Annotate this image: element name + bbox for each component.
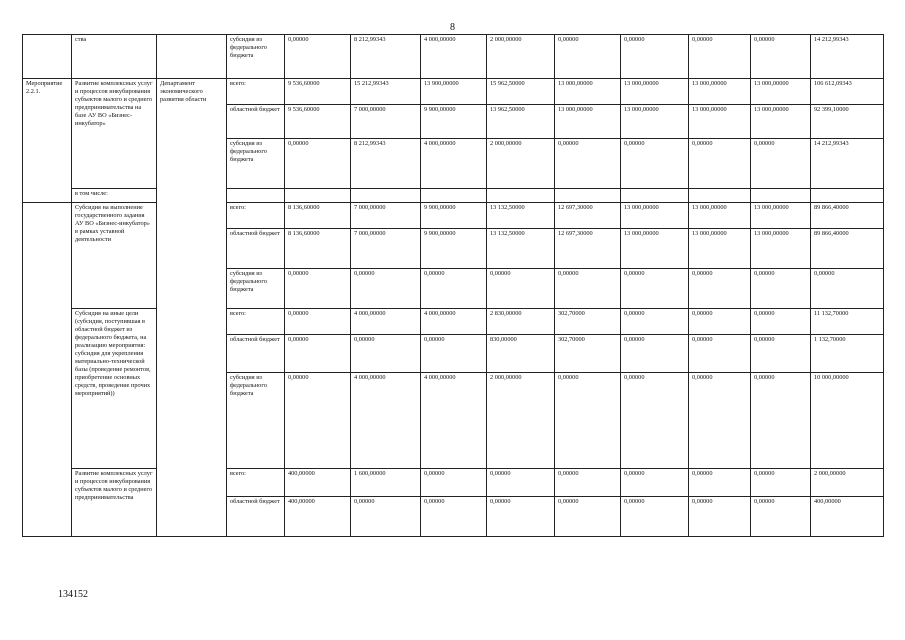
cell-value: 4 000,00000 (421, 35, 487, 79)
cell-total: 92 399,10000 (811, 105, 884, 139)
cell-value: 0,00000 (751, 497, 811, 537)
cell-total: 11 132,70000 (811, 309, 884, 335)
cell-activity (23, 203, 72, 537)
cell-value: 0,00000 (555, 35, 621, 79)
cell-value: 0,00000 (751, 139, 811, 189)
cell-name: Субсидия на иные цели (субсидия, поступившая в областной бюджет из федерального бюджета, на реализацию мероприятия: субсидия для укрепления материально-технической базы (проведение ремонтов, приобретение основных средств, проведение прочих мероприятий)) (72, 309, 157, 469)
cell-value (487, 189, 555, 203)
cell-value: 0,00000 (621, 497, 689, 537)
cell-value: 13 000,00000 (621, 105, 689, 139)
cell-value (751, 189, 811, 203)
cell-total: 14 212,99343 (811, 35, 884, 79)
cell-value: 0,00000 (751, 373, 811, 469)
cell-value: 13 000,00000 (689, 203, 751, 229)
cell-value: 0,00000 (689, 309, 751, 335)
cell-value: 2 000,00000 (487, 373, 555, 469)
cell-value: 15 962,50000 (487, 79, 555, 105)
cell-value (621, 189, 689, 203)
cell-value: 830,00000 (487, 335, 555, 373)
cell-value: 13 000,00000 (621, 79, 689, 105)
cell-executor (157, 35, 227, 79)
cell-value: 0,00000 (751, 335, 811, 373)
cell-value: 0,00000 (751, 269, 811, 309)
cell-executor: Департамент экономического развития области (157, 79, 227, 537)
cell-source: областной бюджет (227, 497, 285, 537)
cell-value: 7 000,00000 (351, 203, 421, 229)
cell-total: 89 866,40000 (811, 203, 884, 229)
cell-value: 0,00000 (487, 269, 555, 309)
cell-value: 8 136,60000 (285, 203, 351, 229)
cell-value: 0,00000 (285, 309, 351, 335)
cell-value: 2 000,00000 (487, 35, 555, 79)
cell-value: 0,00000 (621, 309, 689, 335)
cell-total: 1 132,70000 (811, 335, 884, 373)
cell-source: областной бюджет (227, 229, 285, 269)
table-row (23, 469, 884, 497)
cell-value: 0,00000 (555, 139, 621, 189)
cell-source: областной бюджет (227, 335, 285, 373)
cell-value: 0,00000 (421, 335, 487, 373)
cell-value: 0,00000 (285, 139, 351, 189)
cell-value: 9 536,60000 (285, 79, 351, 105)
cell-value: 0,00000 (555, 497, 621, 537)
cell-activity (23, 35, 72, 79)
cell-value: 4 000,00000 (351, 373, 421, 469)
cell-value: 8 212,99343 (351, 35, 421, 79)
budget-table (22, 34, 884, 537)
cell-name: Субсидия на выполнение государственного задания АУ ВО «Бизнес-инкубатор» в рамках уставной деятельности (72, 203, 157, 309)
cell-value: 0,00000 (555, 269, 621, 309)
cell-value: 0,00000 (751, 309, 811, 335)
cell-name: ства (72, 35, 157, 79)
cell-value: 0,00000 (621, 373, 689, 469)
cell-value: 13 132,50000 (487, 229, 555, 269)
cell-value: 0,00000 (285, 35, 351, 79)
cell-value: 9 900,00000 (421, 203, 487, 229)
cell-total (811, 189, 884, 203)
cell-total: 400,00000 (811, 497, 884, 537)
cell-value (421, 189, 487, 203)
cell-source: всего: (227, 203, 285, 229)
cell-value (555, 189, 621, 203)
cell-value: 0,00000 (487, 497, 555, 537)
cell-value: 0,00000 (689, 497, 751, 537)
cell-value: 0,00000 (555, 373, 621, 469)
cell-value: 1 600,00000 (351, 469, 421, 497)
cell-activity: Мероприятие 2.2.1. (23, 79, 72, 203)
cell-value: 0,00000 (351, 335, 421, 373)
cell-value: 0,00000 (421, 497, 487, 537)
cell-value: 13 000,00000 (751, 105, 811, 139)
cell-value (285, 189, 351, 203)
cell-value: 12 697,30000 (555, 203, 621, 229)
cell-source: всего: (227, 309, 285, 335)
cell-value: 0,00000 (487, 469, 555, 497)
cell-value: 0,00000 (621, 335, 689, 373)
cell-name: Развитие комплексных услуг и процессов инкубирования субъектов малого и среднего предпринимательства на базе АУ ВО «Бизнес-инкубатор» (72, 79, 157, 189)
cell-source: областной бюджет (227, 105, 285, 139)
cell-value: 13 900,00000 (421, 79, 487, 105)
cell-value: 0,00000 (689, 373, 751, 469)
cell-value: 13 132,50000 (487, 203, 555, 229)
table-row (23, 189, 884, 203)
cell-total: 2 000,00000 (811, 469, 884, 497)
cell-value: 2 000,00000 (487, 139, 555, 189)
cell-value: 13 000,00000 (555, 105, 621, 139)
cell-value: 0,00000 (689, 469, 751, 497)
cell-value: 7 000,00000 (351, 105, 421, 139)
cell-value: 0,00000 (689, 269, 751, 309)
cell-value: 9 536,60000 (285, 105, 351, 139)
cell-value: 0,00000 (555, 469, 621, 497)
cell-value: 0,00000 (285, 335, 351, 373)
cell-value: 7 000,00000 (351, 229, 421, 269)
cell-total: 106 612,09343 (811, 79, 884, 105)
cell-name: в том числе: (72, 189, 157, 203)
page-number: 8 (450, 22, 455, 33)
cell-value: 302,70000 (555, 309, 621, 335)
cell-total: 0,00000 (811, 269, 884, 309)
cell-value (351, 189, 421, 203)
cell-value: 400,00000 (285, 469, 351, 497)
cell-value: 13 000,00000 (555, 79, 621, 105)
cell-value: 0,00000 (421, 269, 487, 309)
cell-value: 4 000,00000 (421, 139, 487, 189)
cell-value: 0,00000 (621, 139, 689, 189)
cell-value: 0,00000 (689, 35, 751, 79)
cell-value: 0,00000 (689, 139, 751, 189)
cell-value (689, 189, 751, 203)
cell-value: 0,00000 (751, 35, 811, 79)
cell-value: 8 212,99343 (351, 139, 421, 189)
cell-source (227, 189, 285, 203)
cell-value: 13 962,50000 (487, 105, 555, 139)
cell-value: 13 000,00000 (621, 203, 689, 229)
cell-value: 4 000,00000 (421, 309, 487, 335)
cell-value: 0,00000 (285, 269, 351, 309)
cell-value: 9 900,00000 (421, 229, 487, 269)
cell-value: 0,00000 (351, 269, 421, 309)
cell-value: 9 900,00000 (421, 105, 487, 139)
cell-value: 302,70000 (555, 335, 621, 373)
cell-value: 0,00000 (351, 497, 421, 537)
table-row (23, 309, 884, 335)
cell-value: 0,00000 (621, 469, 689, 497)
document-code: 134152 (58, 589, 88, 600)
table-row (23, 35, 884, 79)
table-row (23, 203, 884, 229)
cell-value: 13 000,00000 (689, 229, 751, 269)
cell-value: 0,00000 (421, 469, 487, 497)
cell-value: 12 697,30000 (555, 229, 621, 269)
cell-source: всего: (227, 469, 285, 497)
cell-value: 13 000,00000 (689, 105, 751, 139)
cell-total: 14 212,99343 (811, 139, 884, 189)
cell-value: 13 000,00000 (751, 203, 811, 229)
cell-source: субсидия из федерального бюджета (227, 269, 285, 309)
cell-value: 0,00000 (621, 269, 689, 309)
cell-value: 400,00000 (285, 497, 351, 537)
cell-source: субсидия из федерального бюджета (227, 139, 285, 189)
cell-value: 0,00000 (285, 373, 351, 469)
cell-name: Развитие комплексных услуг и процессов инкубирования субъектов малого и среднего предпринимательства (72, 469, 157, 537)
cell-value: 0,00000 (751, 469, 811, 497)
table-row (23, 79, 884, 105)
cell-value: 4 000,00000 (421, 373, 487, 469)
cell-source: субсидия из федерального бюджета (227, 373, 285, 469)
cell-value: 4 000,00000 (351, 309, 421, 335)
cell-value: 13 000,00000 (751, 79, 811, 105)
cell-total: 89 866,40000 (811, 229, 884, 269)
cell-value: 13 000,00000 (751, 229, 811, 269)
cell-source: всего: (227, 79, 285, 105)
cell-total: 10 000,00000 (811, 373, 884, 469)
cell-value: 15 212,99343 (351, 79, 421, 105)
cell-value: 0,00000 (621, 35, 689, 79)
cell-value: 2 830,00000 (487, 309, 555, 335)
cell-source: субсидия из федерального бюджета (227, 35, 285, 79)
cell-value: 13 000,00000 (689, 79, 751, 105)
cell-value: 0,00000 (689, 335, 751, 373)
cell-value: 8 136,60000 (285, 229, 351, 269)
cell-value: 13 000,00000 (621, 229, 689, 269)
